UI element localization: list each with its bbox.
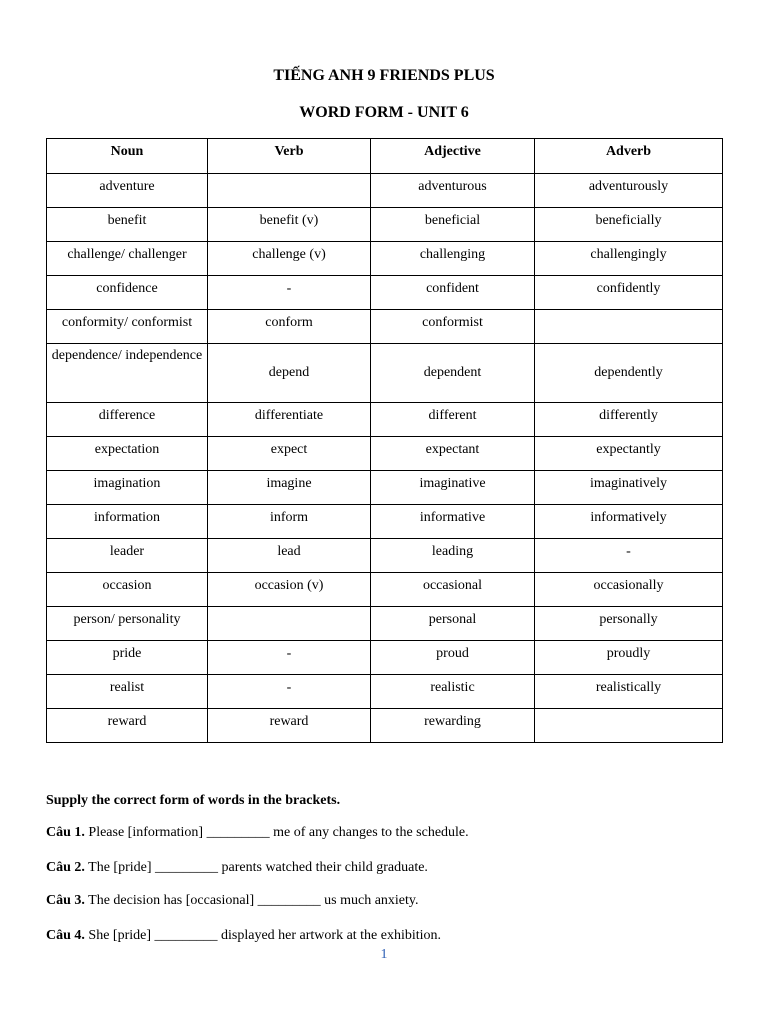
cell-noun: information	[47, 505, 208, 539]
table-row	[47, 607, 723, 641]
cell-verb: conform	[208, 310, 371, 344]
cell-adjective: conformist	[371, 310, 535, 344]
table-header-row	[47, 139, 723, 174]
exercise-section	[46, 793, 736, 943]
cell-verb: differentiate	[208, 403, 371, 437]
header-adjective: Adjective	[371, 139, 535, 174]
cell-noun: adventure	[47, 174, 208, 208]
question-text: Please [information] _________ me of any changes to the schedule.	[88, 825, 469, 840]
cell-adjective: leading	[371, 539, 535, 573]
word-form-table	[46, 138, 723, 743]
cell-adjective: confident	[371, 276, 535, 310]
table-row	[47, 539, 723, 573]
cell-adverb: proudly	[535, 641, 723, 675]
cell-adjective: occasional	[371, 573, 535, 607]
cell-adverb	[535, 709, 723, 743]
cell-adjective: challenging	[371, 242, 535, 276]
cell-verb: -	[208, 641, 371, 675]
cell-adjective: proud	[371, 641, 535, 675]
cell-adverb: beneficially	[535, 208, 723, 242]
cell-noun: benefit	[47, 208, 208, 242]
cell-adverb: imaginatively	[535, 471, 723, 505]
cell-adverb: differently	[535, 403, 723, 437]
cell-noun: leader	[47, 539, 208, 573]
header-adverb: Adverb	[535, 139, 723, 174]
cell-noun: person/ personality	[47, 607, 208, 641]
cell-noun: occasion	[47, 573, 208, 607]
table-row	[47, 641, 723, 675]
cell-adjective: adventurous	[371, 174, 535, 208]
cell-adverb	[535, 310, 723, 344]
cell-adverb: -	[535, 539, 723, 573]
question-3	[46, 893, 419, 909]
cell-noun: challenge/ challenger	[47, 242, 208, 276]
table-row	[47, 242, 723, 276]
cell-verb	[208, 607, 371, 641]
cell-verb: benefit (v)	[208, 208, 371, 242]
table-row	[47, 403, 723, 437]
cell-adjective: different	[371, 403, 535, 437]
cell-verb	[208, 174, 371, 208]
cell-verb: occasion (v)	[208, 573, 371, 607]
table-row	[47, 709, 723, 743]
cell-adjective: expectant	[371, 437, 535, 471]
cell-adjective: informative	[371, 505, 535, 539]
table-row	[47, 174, 723, 208]
document-title: TIẾNG ANH 9 FRIENDS PLUS	[273, 67, 495, 84]
question-2	[46, 860, 428, 876]
cell-verb: -	[208, 276, 371, 310]
cell-noun: difference	[47, 403, 208, 437]
cell-adjective: beneficial	[371, 208, 535, 242]
table-row	[47, 675, 723, 709]
question-text: The [pride] _________ parents watched their child graduate.	[88, 860, 428, 875]
exercise-heading: Supply the correct form of words in the brackets.	[46, 793, 341, 808]
cell-verb: inform	[208, 505, 371, 539]
question-1	[46, 825, 469, 841]
cell-noun: reward	[47, 709, 208, 743]
table-row	[47, 310, 723, 344]
cell-adverb: realistically	[535, 675, 723, 709]
cell-noun: pride	[47, 641, 208, 675]
table-row	[47, 573, 723, 607]
question-text: She [pride] _________ displayed her artwork at the exhibition.	[88, 928, 442, 943]
cell-noun: expectation	[47, 437, 208, 471]
cell-adverb: expectantly	[535, 437, 723, 471]
document-subtitle: WORD FORM - UNIT 6	[299, 104, 469, 121]
cell-adverb: occasionally	[535, 573, 723, 607]
cell-adverb: challengingly	[535, 242, 723, 276]
table-row	[47, 471, 723, 505]
cell-noun: dependence/ independence	[47, 344, 208, 403]
cell-adverb: confidently	[535, 276, 723, 310]
cell-verb: imagine	[208, 471, 371, 505]
cell-noun: conformity/ conformist	[47, 310, 208, 344]
cell-noun: imagination	[47, 471, 208, 505]
cell-adverb: personally	[535, 607, 723, 641]
question-label: Câu 2.	[46, 860, 85, 875]
question-label: Câu 1.	[46, 825, 85, 840]
table-row	[47, 437, 723, 471]
cell-adjective: personal	[371, 607, 535, 641]
table-row	[47, 505, 723, 539]
cell-noun: confidence	[47, 276, 208, 310]
table-row	[47, 276, 723, 310]
question-label: Câu 4.	[46, 928, 85, 943]
header-verb: Verb	[208, 139, 371, 174]
cell-adjective: rewarding	[371, 709, 535, 743]
cell-verb: expect	[208, 437, 371, 471]
cell-verb: -	[208, 675, 371, 709]
cell-noun: realist	[47, 675, 208, 709]
cell-adverb: dependently	[535, 344, 723, 403]
table-row	[47, 344, 723, 403]
cell-adjective: dependent	[371, 344, 535, 403]
question-label: Câu 3.	[46, 893, 85, 908]
cell-verb: depend	[208, 344, 371, 403]
cell-verb: challenge (v)	[208, 242, 371, 276]
question-text: The decision has [occasional] _________ us much anxiety.	[88, 893, 419, 908]
table-row	[47, 208, 723, 242]
cell-adjective: realistic	[371, 675, 535, 709]
header-noun: Noun	[47, 139, 208, 174]
cell-verb: reward	[208, 709, 371, 743]
cell-adverb: adventurously	[535, 174, 723, 208]
page-number: 1	[380, 947, 388, 962]
cell-adverb: informatively	[535, 505, 723, 539]
question-4	[46, 928, 441, 944]
cell-adjective: imaginative	[371, 471, 535, 505]
cell-verb: lead	[208, 539, 371, 573]
